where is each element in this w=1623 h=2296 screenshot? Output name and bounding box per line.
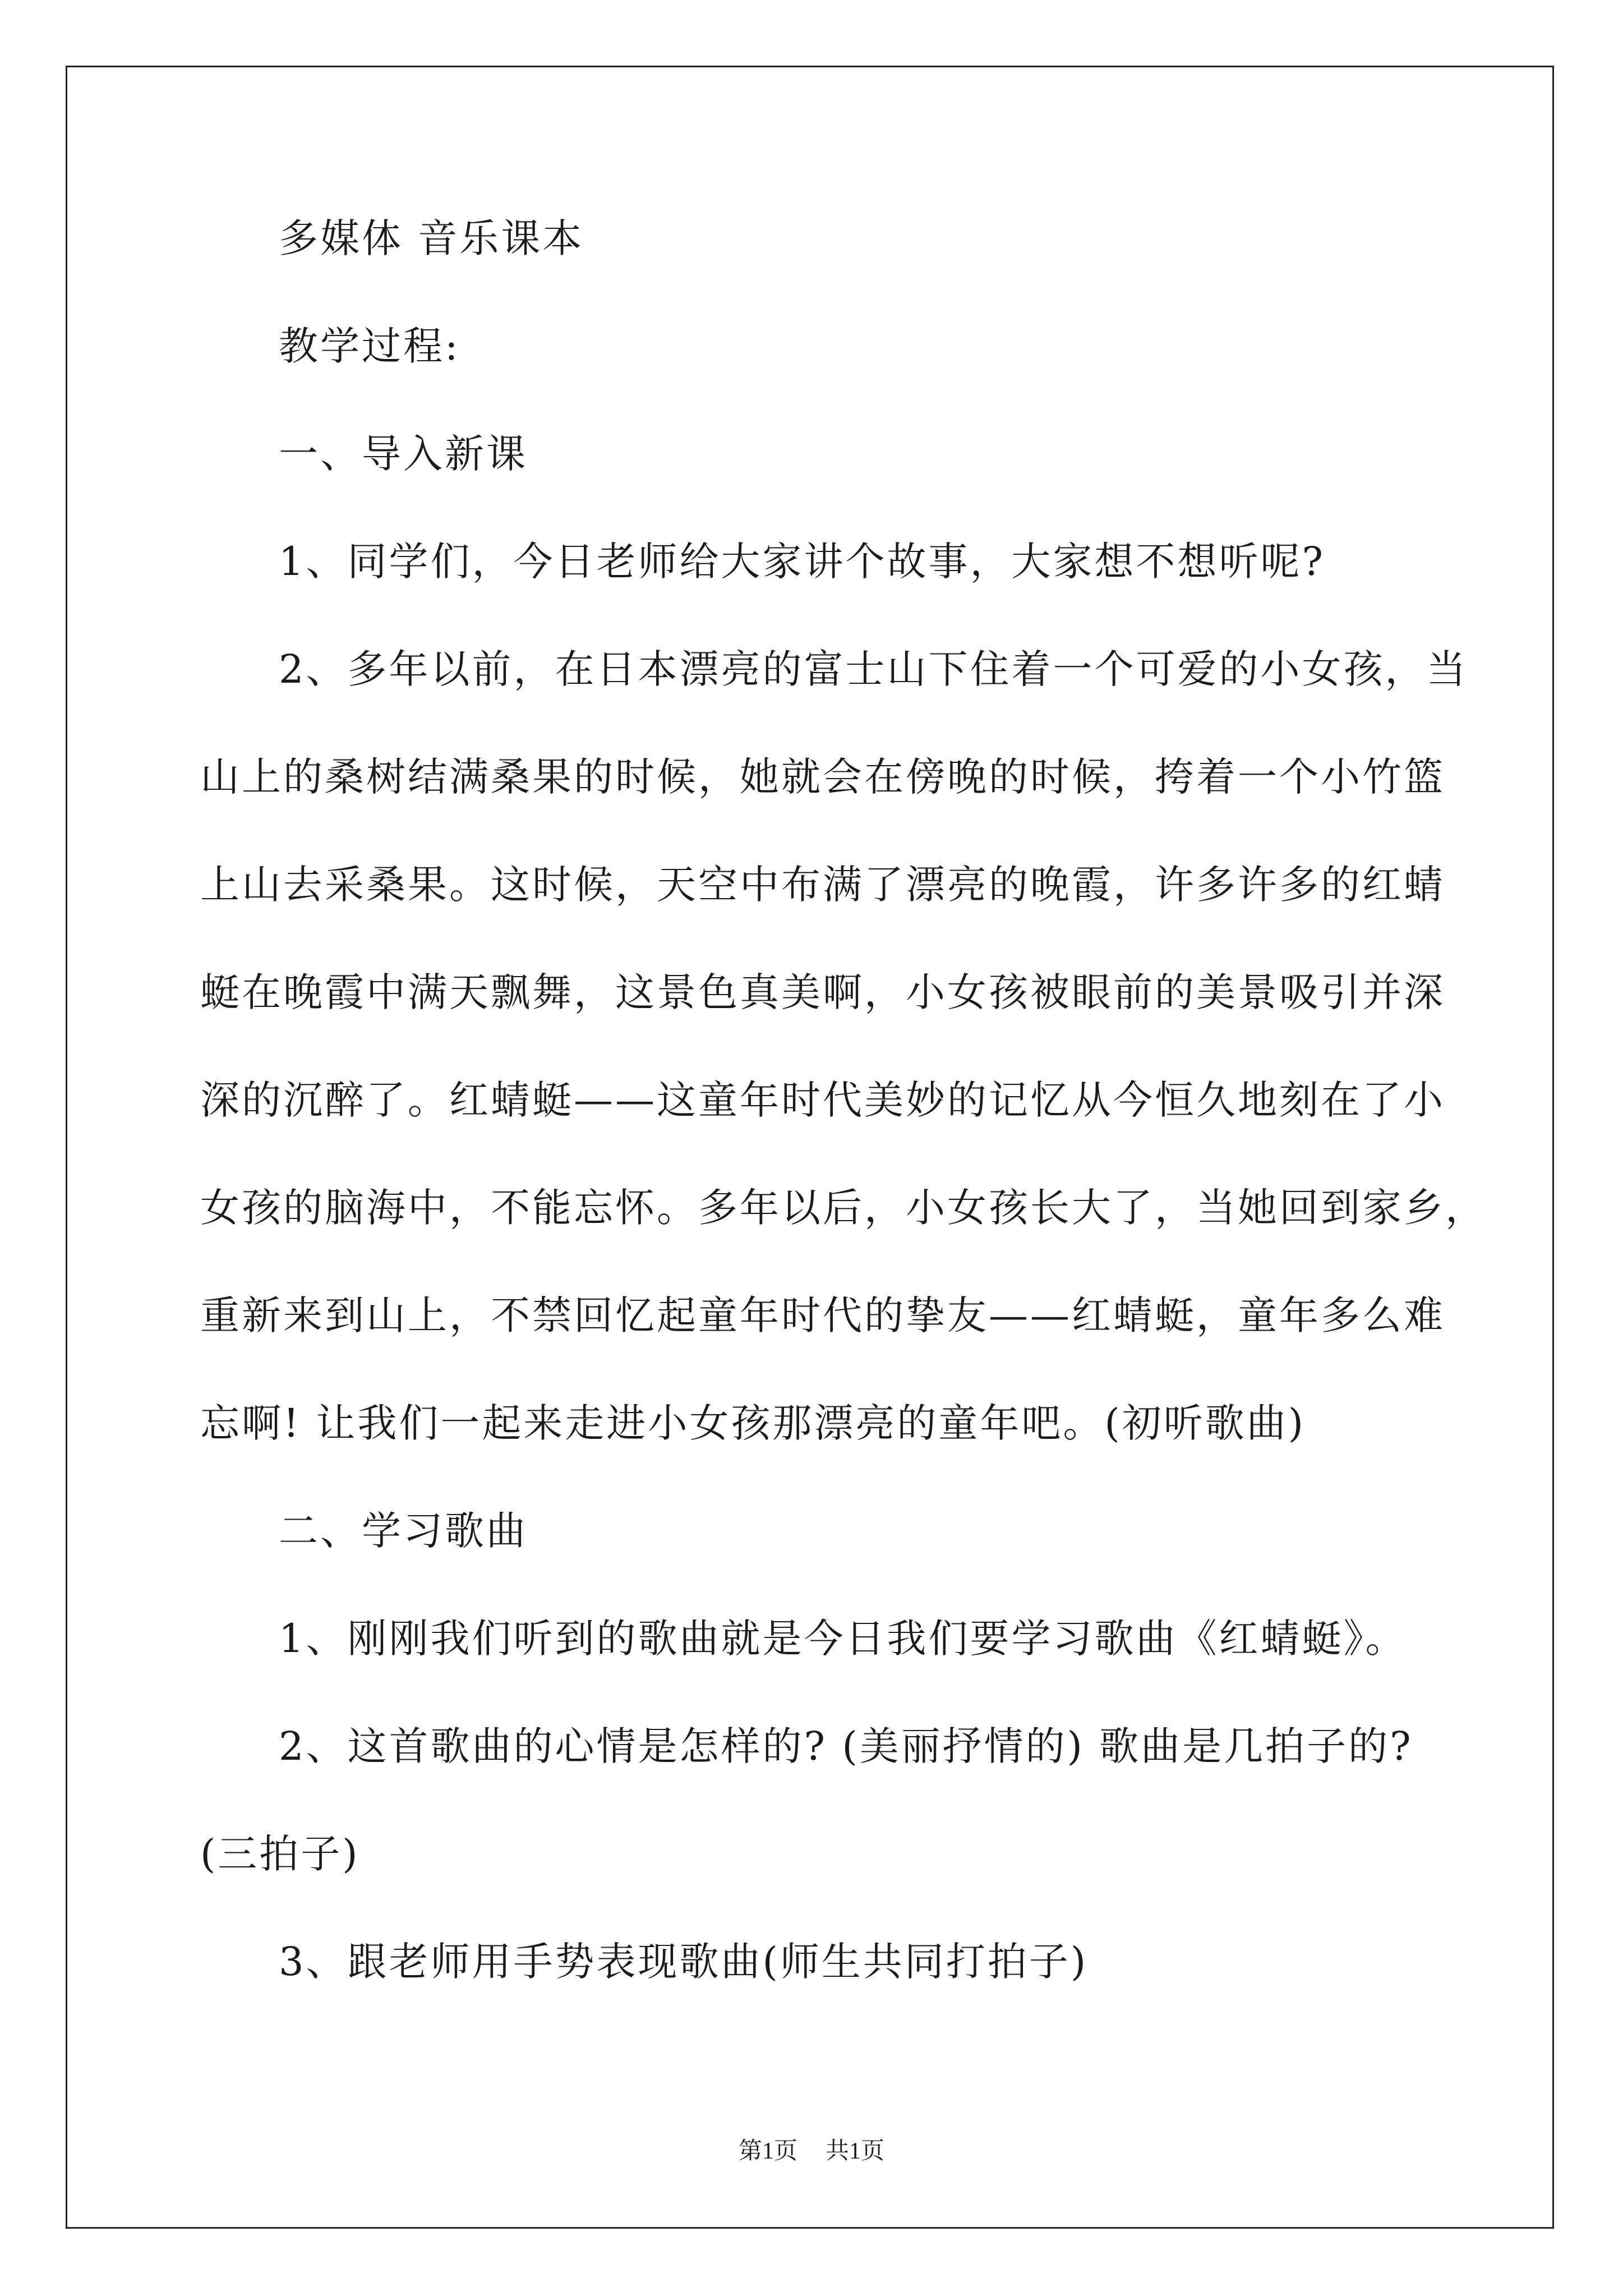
paragraph-line: 3、跟老师用手势表现歌曲(师生共同打拍子) (279, 1939, 1089, 1985)
page-number-total: 共1页 (826, 2138, 885, 2164)
section-heading-learn-song: 二、学习歌曲 (279, 1508, 528, 1554)
paragraph-line: 山上的桑树结满桑果的时候，她就会在傍晚的时候，挎着一个小竹篮 (200, 754, 1445, 800)
paragraph-line: 1、同学们，今日老师给大家讲个故事，大家想不想听呢? (279, 539, 1326, 585)
section-heading-intro: 一、导入新课 (279, 431, 528, 477)
paragraph-line: 2、多年以前，在日本漂亮的富士山下住着一个可爱的小女孩，当 (279, 646, 1468, 692)
page-border (66, 66, 1554, 2229)
paragraph-line: (三拍子) (200, 1831, 360, 1877)
paragraph-line: 1、刚刚我们听到的歌曲就是今日我们要学习歌曲《红蜻蜓》。 (279, 1616, 1407, 1662)
paragraph-line: 女孩的脑海中，不能忘怀。多年以后，小女孩长大了，当她回到家乡， (200, 1185, 1487, 1231)
paragraph-line: 深的沉醉了。红蜻蜓——这童年时代美妙的记忆从今恒久地刻在了小 (200, 1077, 1445, 1123)
paragraph-line: 上山去采桑果。这时候，天空中布满了漂亮的晚霞，许多许多的红蜻 (200, 862, 1445, 908)
page-footer (0, 2136, 1623, 2166)
page-number-current: 第1页 (738, 2138, 797, 2164)
paragraph-line: 2、这首歌曲的心情是怎样的? (美丽抒情的) 歌曲是几拍子的? (279, 1723, 1413, 1769)
materials-line: 多媒体 音乐课本 (279, 215, 584, 261)
paragraph-line: 蜓在晚霞中满天飘舞，这景色真美啊，小女孩被眼前的美景吸引并深 (200, 969, 1445, 1015)
paragraph-line: 忘啊! 让我们一起来走进小女孩那漂亮的童年吧。(初听歌曲) (200, 1400, 1306, 1446)
section-heading-teaching-process: 教学过程: (279, 323, 460, 369)
paragraph-line: 重新来到山上，不禁回忆起童年时代的挚友——红蜻蜓，童年多么难 (200, 1292, 1445, 1338)
